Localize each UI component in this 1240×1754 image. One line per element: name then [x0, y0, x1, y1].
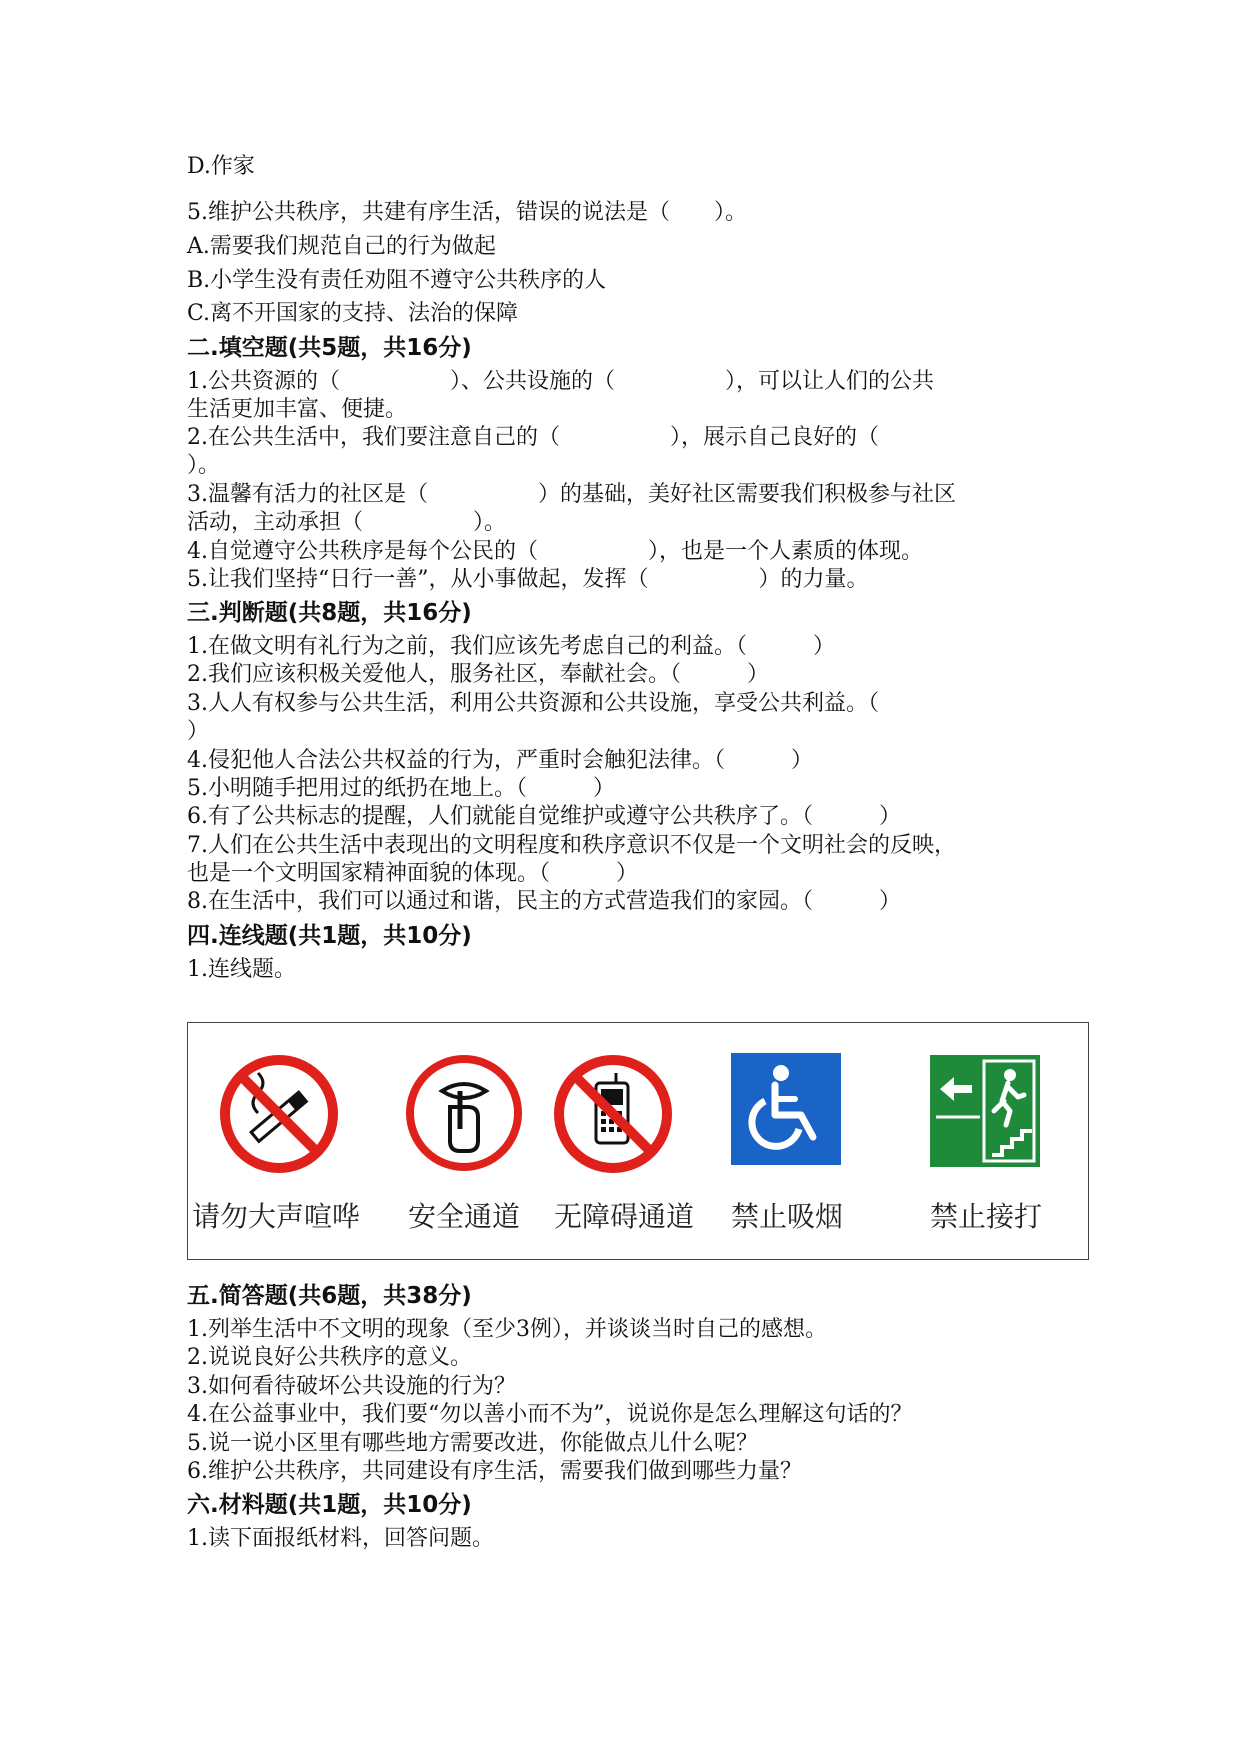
section4-title: 四.连线题(共1题，共10分) — [187, 923, 472, 949]
q5-option-a: A.需要我们规范自己的行为做起 — [187, 234, 496, 259]
emergency-exit-sign-icon — [930, 1055, 1040, 1167]
section3-line: 1.在做文明有礼行为之前，我们应该先考虑自己的利益。（ ） — [187, 634, 835, 659]
section3-line: 5.小明随手把用过的纸扔在地上。（ ） — [187, 776, 615, 801]
sign-caption: 禁止吸烟 — [731, 1200, 844, 1233]
section2-title: 二.填空题(共5题，共16分) — [187, 335, 472, 361]
section5-title: 五.简答题(共6题，共38分) — [187, 1283, 472, 1309]
wheelchair-accessible-sign-icon — [731, 1053, 841, 1165]
no-phone-sign-icon — [552, 1053, 674, 1175]
section2-line: 生活更加丰富、便捷。 — [187, 397, 408, 422]
quiet-please-sign-icon — [402, 1051, 526, 1175]
sign-matching-figure — [187, 1022, 1089, 1260]
no-smoking-sign-icon — [218, 1053, 340, 1175]
section5-line: 2.说说良好公共秩序的意义。 — [187, 1345, 472, 1370]
section3-line: 也是一个文明国家精神面貌的体现。（ ） — [187, 861, 639, 886]
section3-line: 7.人们在公共生活中表现出的文明程度和秩序意识不仅是一个文明社会的反映， — [187, 833, 956, 858]
section3-line: ） — [187, 719, 210, 744]
q5-option-b: B.小学生没有责任劝阻不遵守公共秩序的人 — [187, 268, 607, 293]
section3-line: 4.侵犯他人合法公共权益的行为，严重时会触犯法律。（ ） — [187, 748, 813, 773]
section2-line: 4.自觉遵守公共秩序是每个公民的（ ），也是一个人素质的体现。 — [187, 539, 923, 564]
section5-line: 5.说一说小区里有哪些地方需要改进，你能做点儿什么呢？ — [187, 1431, 758, 1456]
sign-caption: 禁止接打 — [930, 1200, 1043, 1233]
section2-line: 1.公共资源的（ ）、公共设施的（ ），可以让人们的公共 — [187, 369, 934, 394]
sign-caption: 请勿大声喧哗 — [192, 1200, 361, 1233]
section5-line: 6.维护公共秩序，共同建设有序生活，需要我们做到哪些力量？ — [187, 1459, 802, 1484]
section2-line: 活动，主动承担（ ）。 — [187, 510, 507, 535]
section3-title: 三.判断题(共8题，共16分) — [187, 600, 472, 626]
section3-line: 3.人人有权参与公共生活，利用公共资源和公共设施，享受公共利益。（ — [187, 691, 879, 716]
section3-line: 2.我们应该积极关爱他人，服务社区，奉献社会。（ ） — [187, 662, 769, 687]
section3-line: 8.在生活中，我们可以通过和谐，民主的方式营造我们的家园。（ ） — [187, 889, 901, 914]
section2-line: 3.温馨有活力的社区是（ ）的基础，美好社区需要我们积极参与社区 — [187, 482, 956, 507]
q5-option-c: C.离不开国家的支持、法治的保障 — [187, 301, 519, 326]
section6-title: 六.材料题(共1题，共10分) — [187, 1492, 472, 1518]
section2-line: 2.在公共生活中，我们要注意自己的（ ），展示自己良好的（ — [187, 425, 879, 450]
section5-line: 3.如何看待破坏公共设施的行为？ — [187, 1374, 516, 1399]
sign-caption: 安全通道 — [408, 1200, 521, 1233]
sign-caption: 无障碍通道 — [554, 1200, 695, 1233]
section6-q1: 1.读下面报纸材料，回答问题。 — [187, 1526, 494, 1551]
option-d: D.作家 — [187, 154, 255, 179]
section5-line: 1.列举生活中不文明的现象（至少3例），并谈谈当时自己的感想。 — [187, 1317, 827, 1342]
section2-line: 5.让我们坚持“日行一善”，从小事做起，发挥（ ）的力量。 — [187, 567, 869, 592]
q5-stem: 5.维护公共秩序，共建有序生活，错误的说法是（ ）。 — [187, 200, 747, 225]
section2-line: ）。 — [187, 453, 221, 478]
section3-line: 6.有了公共标志的提醒，人们就能自觉维护或遵守公共秩序了。（ ） — [187, 804, 901, 829]
section5-line: 4.在公益事业中，我们要“勿以善小而不为”，说说你是怎么理解这句话的？ — [187, 1402, 913, 1427]
section4-q1: 1.连线题。 — [187, 957, 296, 982]
